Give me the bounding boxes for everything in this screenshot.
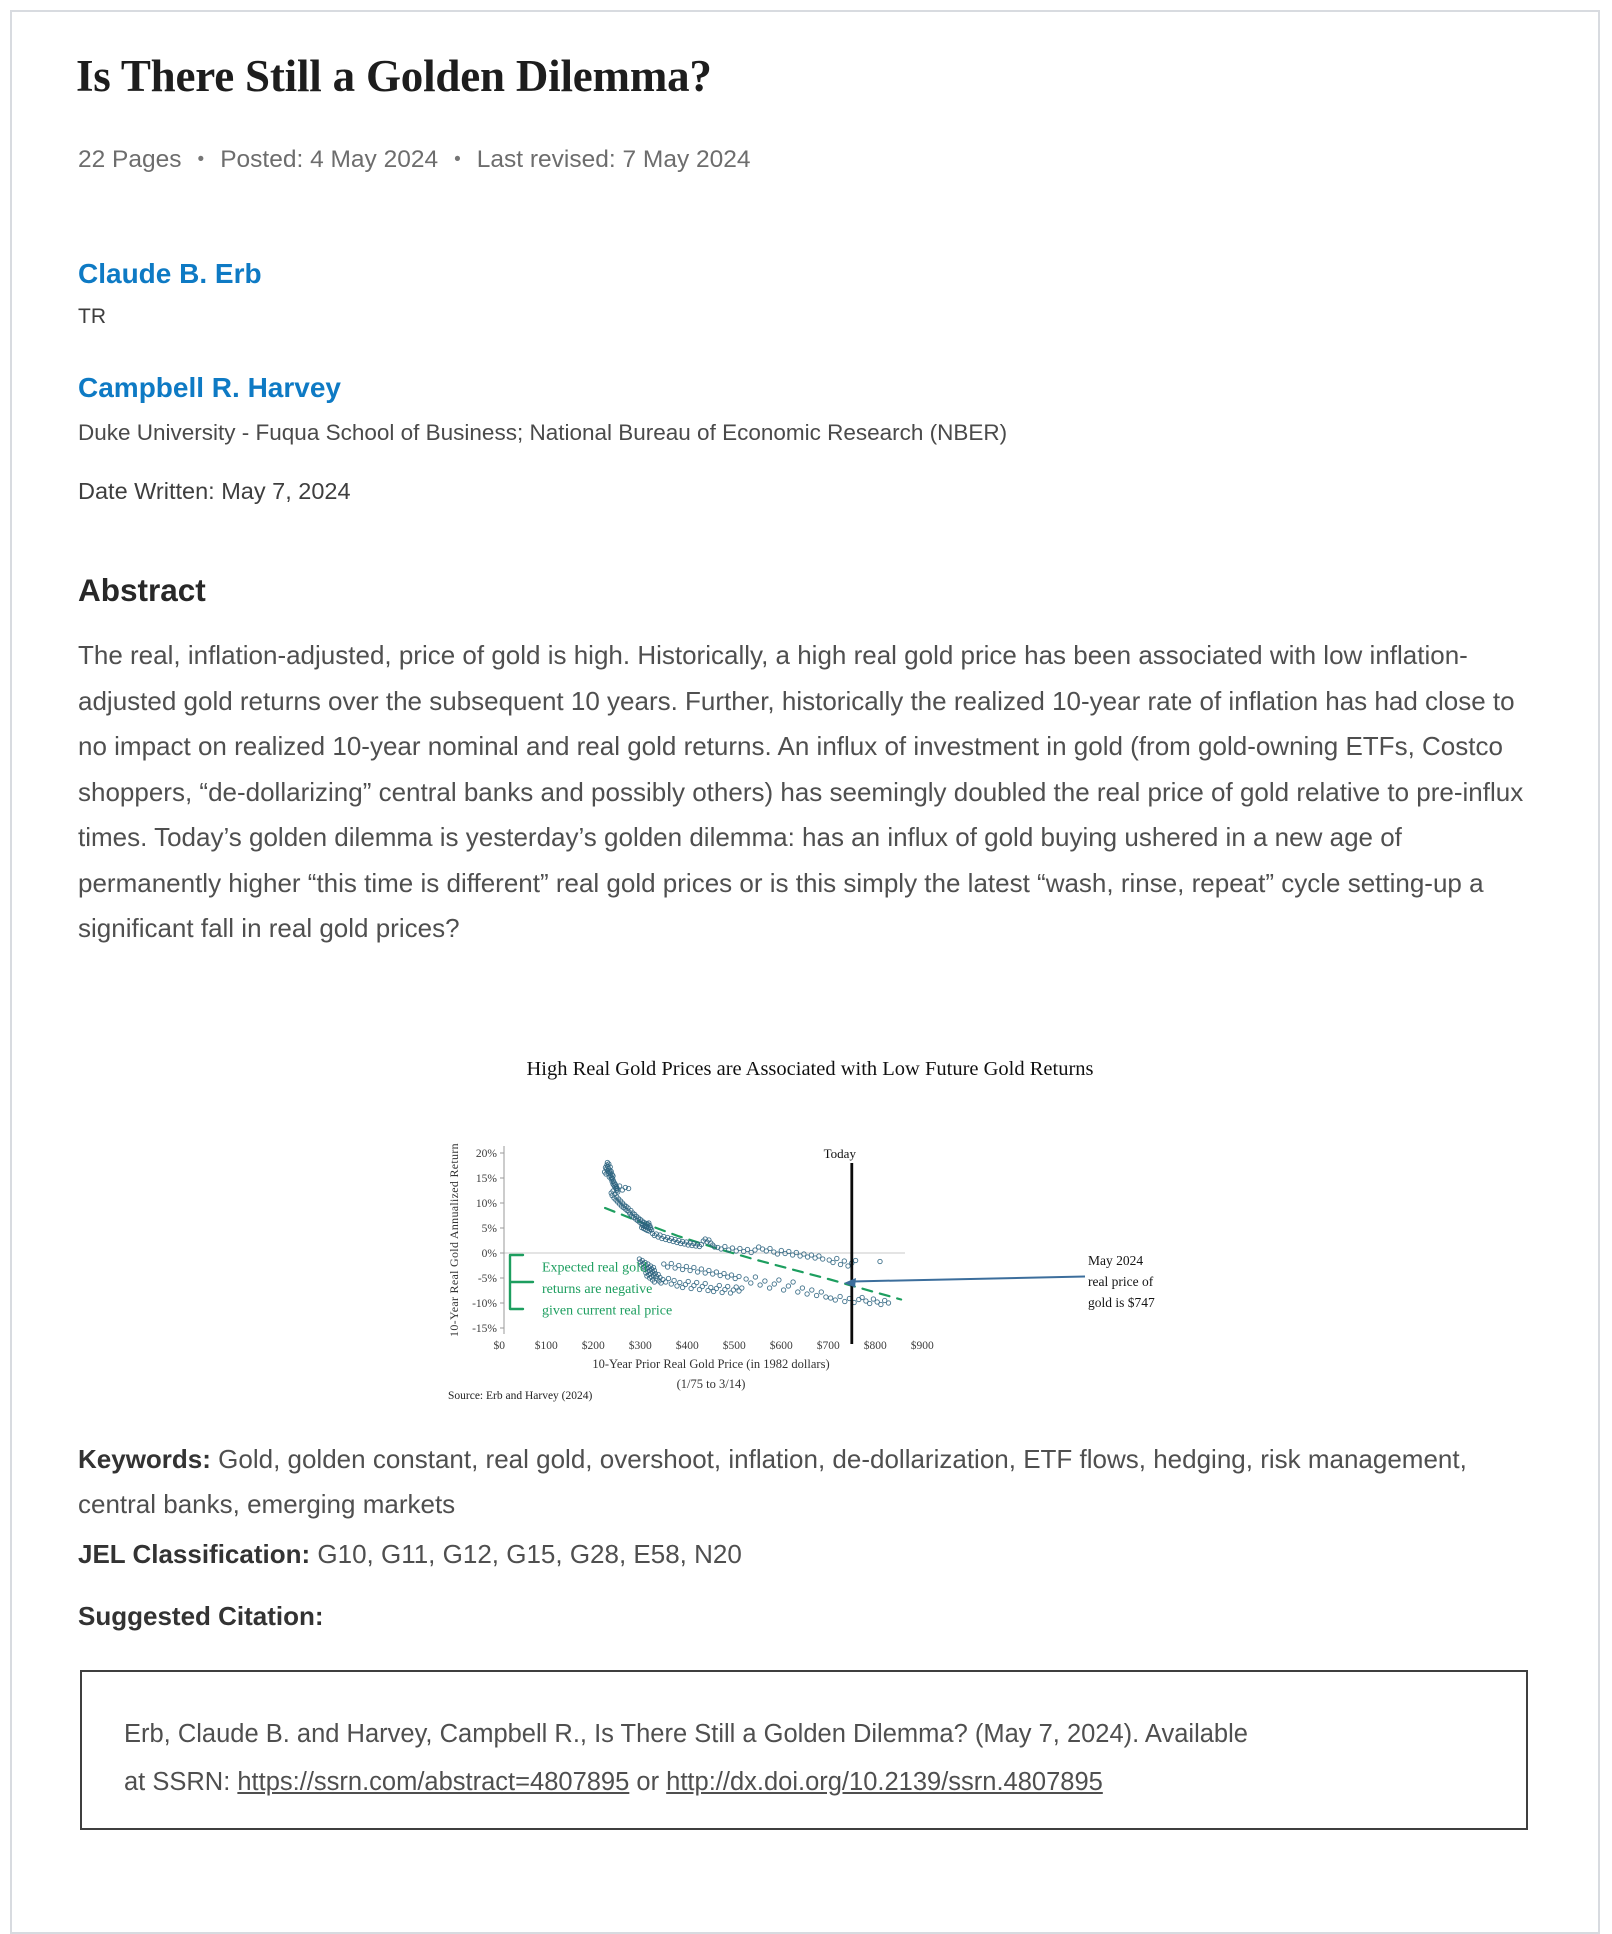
paper-meta-row <box>78 146 751 174</box>
scatter-point <box>692 1265 696 1269</box>
scatter-point <box>842 1259 846 1263</box>
expected-returns-annotation: returns are negative <box>542 1282 653 1297</box>
scatter-point <box>838 1262 842 1266</box>
author-link-harvey[interactable]: Campbell R. Harvey <box>78 372 341 403</box>
scatter-point <box>740 1286 744 1290</box>
scatter-point <box>703 1281 707 1285</box>
scatter-chart <box>440 1128 1180 1428</box>
scatter-point <box>699 1267 703 1271</box>
scatter-point <box>779 1248 783 1252</box>
jel-line <box>78 1539 1536 1570</box>
scatter-point <box>871 1297 875 1301</box>
scatter-point <box>843 1299 847 1303</box>
scatter-point <box>860 1295 864 1299</box>
scatter-point <box>763 1279 767 1283</box>
x-tick-label: $800 <box>863 1340 887 1352</box>
scatter-point <box>758 1283 762 1287</box>
keywords-text: Gold, golden constant, real gold, overshoot, inflation, de-dollarization, ETF flows, hedging, risk management, central banks, emerging markets <box>78 1444 1467 1519</box>
y-tick-label: 20% <box>475 1148 497 1160</box>
abstract-heading: Abstract <box>78 572 206 608</box>
citation-line1: Erb, Claude B. and Harvey, Campbell R., Is There Still a Golden Dilemma? (May 7, 2024). Available <box>124 1720 1248 1748</box>
scatter-point <box>817 1254 821 1258</box>
scatter-point <box>717 1283 721 1287</box>
scatter-point <box>781 1288 785 1292</box>
scatter-point <box>868 1301 872 1305</box>
citation-line2-mid: or <box>629 1768 667 1796</box>
citation-line2-prefix: at SSRN: <box>124 1768 238 1796</box>
x-tick-label: $300 <box>628 1340 652 1352</box>
scatter-point <box>666 1276 670 1280</box>
scatter-point <box>886 1301 890 1305</box>
scatter-point <box>734 1285 738 1289</box>
scatter-point <box>846 1264 850 1268</box>
chart-source: Source: Erb and Harvey (2024) <box>448 1390 593 1402</box>
scatter-point <box>707 1268 711 1272</box>
citation-box <box>80 1670 1528 1830</box>
scatter-point <box>744 1277 748 1281</box>
scatter-point <box>853 1258 857 1262</box>
scatter-point <box>662 1262 666 1266</box>
bullet-separator: • <box>197 149 205 170</box>
scatter-point <box>672 1278 676 1282</box>
scatter-point <box>879 1302 883 1306</box>
pages-count: 22 Pages <box>78 146 182 173</box>
abstract-text: The real, inflation-adjusted, price of gold is high. Historically, a high real gold price has been associated with low inflation-adjusted gold returns over the subsequent 10 years. Further, historically the realized 10-year rate of inflation has had close to no impact on realized 10-year nominal and real gold returns. An influx of investment in gold (from gold-owning ETFs, Costco shoppers, “de-dollarizing” central banks and possibly others) has seemingly doubled the real price of gold relative to pre-influx times. Today’s golden dilemma is yesterday’s golden dilemma: has an influx of gold buying ushered in a new age of permanently higher “this time is different” real gold prices or is this simply the latest “wash, rinse, repeat” cycle setting-up a significant fall in real gold prices? <box>78 640 1524 943</box>
may-2024-annotation: real price of <box>1088 1274 1154 1289</box>
scatter-point <box>737 1274 741 1278</box>
jel-label: JEL Classification: <box>78 1539 311 1569</box>
scatter-point <box>709 1285 713 1289</box>
scatter-point <box>665 1265 669 1269</box>
scatter-point <box>835 1256 839 1260</box>
x-tick-label: $900 <box>910 1340 934 1352</box>
y-tick-label: 5% <box>481 1223 497 1235</box>
scatter-point <box>786 1284 790 1288</box>
scatter-point <box>688 1268 692 1272</box>
brace-annotation <box>510 1255 533 1309</box>
x-axis-title: 10-Year Prior Real Gold Price (in 1982 dollars) <box>592 1357 830 1371</box>
scatter-point <box>819 1290 823 1294</box>
scatter-point <box>821 1257 825 1261</box>
author-affiliation-harvey: Duke University - Fuqua School of Business; National Bureau of Economic Research (NBER) <box>78 420 1008 445</box>
scatter-point <box>768 1246 772 1250</box>
chart-title: High Real Gold Prices are Associated with Low Future Gold Returns <box>526 1058 1094 1080</box>
x-tick-label: $100 <box>534 1340 558 1352</box>
keywords-label: Keywords: <box>78 1444 211 1474</box>
expected-returns-annotation: given current real price <box>542 1303 673 1319</box>
y-tick-label: 0% <box>481 1248 497 1260</box>
today-label: Today <box>823 1146 856 1161</box>
y-tick-label: -10% <box>472 1298 497 1310</box>
scatter-point <box>800 1286 804 1290</box>
scatter-point <box>684 1264 688 1268</box>
scatter-point <box>814 1293 818 1297</box>
scatter-point <box>726 1284 730 1288</box>
revised-date: Last revised: 7 May 2024 <box>476 146 751 173</box>
scatter-point <box>767 1286 771 1290</box>
scatter-point <box>723 1244 727 1248</box>
doi-link[interactable]: http://dx.doi.org/10.2139/ssrn.4807895 <box>666 1768 1103 1796</box>
scatter-point <box>791 1280 795 1284</box>
author-affiliation-erb: TR <box>78 305 106 328</box>
y-tick-label: -5% <box>477 1273 497 1285</box>
scatter-point <box>714 1270 718 1274</box>
scatter-point <box>753 1275 757 1279</box>
scatter-point <box>833 1298 837 1302</box>
page-title: Is There Still a Golden Dilemma? <box>76 51 712 101</box>
page-card <box>10 10 1600 1934</box>
x-tick-label: $400 <box>675 1340 699 1352</box>
may-2024-annotation: gold is $747 <box>1088 1295 1155 1310</box>
scatter-point <box>695 1280 699 1284</box>
y-axis-title: 10-Year Real Gold Annualized Return <box>447 1143 461 1337</box>
scatter-point <box>749 1281 753 1285</box>
scatter-point <box>878 1259 882 1263</box>
scatter-point <box>828 1296 832 1300</box>
scatter-point <box>824 1295 828 1299</box>
bullet-separator: • <box>454 149 461 170</box>
arrow-annotation <box>844 1277 1085 1288</box>
y-tick-label: 10% <box>475 1198 497 1210</box>
keywords-line <box>78 1437 1536 1527</box>
x-axis-subtitle: (1/75 to 3/14) <box>676 1377 746 1391</box>
scatter-point <box>677 1263 681 1267</box>
ssrn-abstract-link[interactable]: https://ssrn.com/abstract=4807895 <box>237 1768 630 1796</box>
expected-returns-annotation: Expected real gold <box>542 1260 647 1276</box>
date-written: Date Written: May 7, 2024 <box>78 478 351 504</box>
x-tick-label: $0 <box>493 1340 506 1352</box>
x-tick-label: $200 <box>581 1340 605 1352</box>
scatter-point <box>680 1267 684 1271</box>
suggested-citation-label: Suggested Citation: <box>78 1601 324 1631</box>
x-tick-label: $700 <box>816 1340 840 1352</box>
author-link-erb[interactable]: Claude B. Erb <box>78 258 262 289</box>
citation-text <box>124 1710 1481 1806</box>
y-tick-label: 15% <box>475 1173 497 1185</box>
may-2024-annotation: May 2024 <box>1088 1253 1144 1268</box>
scatter-point <box>620 1188 624 1192</box>
posted-date: Posted: 4 May 2024 <box>220 146 439 173</box>
scatter-point <box>730 1246 734 1250</box>
scatter-point <box>831 1260 835 1264</box>
scatter-point <box>686 1279 690 1283</box>
scatter-point <box>777 1278 781 1282</box>
scatter-point <box>738 1246 742 1250</box>
scatter-point <box>678 1280 682 1284</box>
y-tick-label: -15% <box>472 1323 497 1335</box>
jel-text: G10, G11, G12, G15, G28, E58, N20 <box>310 1539 742 1569</box>
scatter-point <box>805 1292 809 1296</box>
x-tick-label: $500 <box>722 1340 746 1352</box>
x-tick-label: $600 <box>769 1340 793 1352</box>
scatter-point <box>838 1294 842 1298</box>
scatter-point <box>810 1288 814 1292</box>
scatter-point <box>669 1261 673 1265</box>
scatter-point <box>772 1282 776 1286</box>
scatter-point <box>729 1273 733 1277</box>
scatter-point <box>695 1270 699 1274</box>
scatter-point <box>796 1290 800 1294</box>
scatter-point <box>722 1271 726 1275</box>
